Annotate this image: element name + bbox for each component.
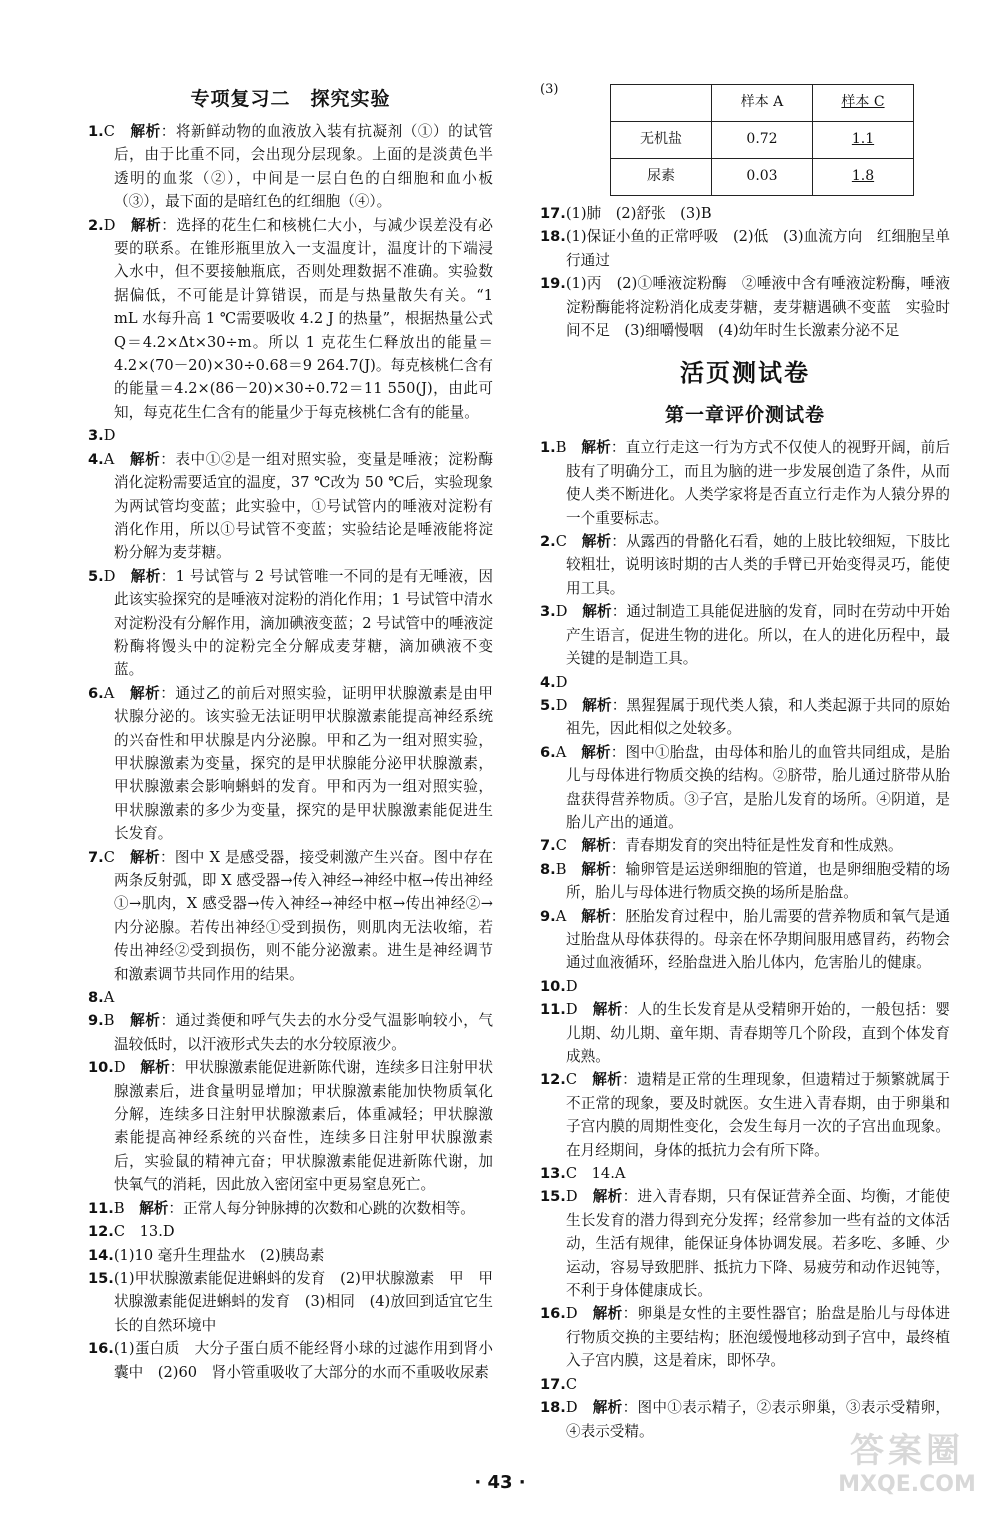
analysis-label: 解析 [130,1012,161,1030]
table-block [540,84,950,196]
answer-text: ：人的生长发育是从受精卵开始的，一般包括：婴儿期、幼儿期、童年期、青春期等几个阶段，直到个体发育成熟。 [566,1001,950,1065]
analysis-label: 解析 [129,450,161,468]
table-row [611,159,914,196]
answer-item [540,600,950,670]
table-cell: 尿素 [611,159,712,196]
answer-number: 7. [88,848,104,866]
answer-item [88,1220,493,1243]
analysis-label: 解析 [139,1199,169,1217]
answer-number: 15. [88,1269,114,1287]
answer-text: ：甲状腺激素能促进新陈代谢，连续多日注射甲状腺激素后，进食量明显增加；甲状腺激素能加快物质氧化分解，连续多日注射甲状腺激素后，体重减轻；甲状腺激素能提高神经系统的兴奋性，连续多日注射甲状腺激素后，实验鼠的精神亢奋；甲状腺激素能促进新陈代谢，加快氧气的消耗，因此放入密闭室中更易窒息死亡。 [114,1059,493,1194]
table-row [611,122,914,159]
answer-choice: D [555,673,568,691]
answer-number: 5. [540,696,556,714]
answer-text: ：遗精是正常的生理现象，但遗精过于频繁就属于不正常的现象，要及时就医。女生进入青春期，由于卵巢和子宫内膜的周期性变化，会发生每月一次的子宫出血现象。在月经期间，身体的抵抗力会有所下降。 [566,1071,950,1159]
answer-item [88,1337,493,1384]
answer-choice: A [103,450,115,468]
answer-item [540,530,950,600]
answer-number: 12. [88,1223,114,1241]
analysis-label: 解析 [581,439,611,457]
answer-text: ：1 号试管与 2 号试管唯一不同的是有无唾液，因此该实验探究的是唾液对淀粉的消化作用；1 号试管中清水对淀粉没有分解作用，滴加碘液变蓝；2 号试管中的唾液淀粉酶将馒头中的淀粉完全分解成麦芽糖，滴加碘液不变蓝。 [114,567,493,679]
answer-text: (1)甲状腺激素能促进蝌蚪的发育 (2)甲状腺激素 甲 甲状腺激素能促进蝌蚪的发育 (3)相同 (4)放回到适宜它生长的自然环境中 [113,1269,493,1334]
analysis-label: 解析 [131,216,162,234]
answer-number: 6. [540,743,556,761]
answer-choice: D [555,696,568,714]
answer-item [540,225,950,272]
answer-number: 16. [540,1305,566,1323]
answer-number: 7. [540,837,556,855]
answer-text: (1)蛋白质 大分子蛋白质不能经肾小球的过滤作用到肾小囊中 (2)60 肾小管重吸收了大部分的水而不重吸收尿素 [113,1340,493,1381]
analysis-label: 解析 [130,848,160,866]
analysis-label: 解析 [592,1399,623,1417]
table-cell: 1.8 [813,159,914,196]
table-row [611,85,914,122]
left-column [88,84,493,1384]
answer-number: 10. [88,1059,114,1077]
answer-item [88,1197,493,1220]
answer-choice: C [103,848,115,866]
answer-item [540,671,950,694]
answer-text: ：表中①②是一组对照实验，变量是唾液；淀粉酶消化淀粉需要适宜的温度，37 ℃改为 50 ℃后，实验现象为两试管均变蓝；此实验中，①号试管内的唾液对淀粉有消化作用，所以①号试管不变蓝；实验结论是唾液能将淀粉分解为麦芽糖。 [114,450,493,562]
sample-table [610,84,914,196]
answer-item [88,986,493,1009]
chapter-title: 第一章评价测试卷 [664,404,825,427]
analysis-label: 解析 [581,837,611,855]
answer-choice: A [103,684,115,702]
answer-item [88,120,493,214]
answer-choice: D [113,1059,126,1077]
answer-choice: D [565,1001,578,1019]
analysis-label: 解析 [581,907,611,925]
answer-item [88,1009,493,1056]
answer-choice: B [103,1012,115,1030]
answer-choice: C [555,837,567,855]
answer-item [88,1267,493,1337]
analysis-label: 解析 [129,684,161,702]
answer-number: 1. [540,439,556,457]
answer-item [540,834,950,857]
table-header: 样本 A [712,85,813,122]
answer-choice: D [103,427,116,445]
answer-item [88,214,493,425]
analysis-label: 解析 [140,1059,170,1077]
answer-choice: D [555,603,568,621]
answer-number: 5. [88,567,104,585]
left-answer-list [88,120,493,1384]
answer-item [88,565,493,682]
analysis-label: 解析 [581,743,611,761]
analysis-label: 解析 [130,567,161,585]
answer-choice: D [565,1188,578,1206]
answer-number: 17. [540,205,566,222]
answer-text: ：直立行走这一行为方式不仅使人的视野开阔，前后肢有了明确分工，而且为脑的进一步发展创造了条件，从而使人类不断进化。人类学家将是否直立行走作为人猿分界的一个重要标志。 [566,439,950,527]
answer-text: ：正常人每分钟脉搏的次数和心跳的次数相等。 [168,1199,475,1217]
answer-choice: C 13.D [113,1223,175,1241]
answer-item [540,1185,950,1302]
answer-item [540,1302,950,1372]
answer-choice: C [103,123,115,140]
answer-number: 2. [540,533,556,551]
analysis-label: 解析 [592,1071,623,1089]
answer-text: ：黑猩猩属于现代类人猿，和人类起源于共同的原始祖先，因此相似之处较多。 [566,696,950,738]
answer-item [540,1162,950,1185]
page-number: · 43 · [474,1472,526,1493]
answer-item [88,1244,493,1267]
answer-text: ：图中①胎盘，由母体和胎儿的血管共同组成，是胎儿与母体进行物质交换的结构。②脐带，胎儿通过脐带从胎盘获得营养物质。③子宫，是胎儿发育的场所。④阴道，是胎儿产出的通道。 [566,743,950,831]
answer-number: 11. [540,1001,566,1019]
right-answer-list [540,202,950,342]
answer-text: ：进入青春期，只有保证营养全面、均衡，才能使生长发育的潜力得到充分发挥；经常参加一些有益的文体活动，生活有规律，能保证身体协调发展。若多吃、多睡、少运动，容易导致肥胖、抵抗力下降、易疲劳和动作迟钝等，不利于身体健康成长。 [566,1188,950,1300]
answer-text: ：青春期发育的突出特征是性发育和性成熟。 [610,837,903,855]
answer-text: ：卵巢是女性的主要性器官；胎盘是胎儿与母体进行物质交换的主要结构；胚泡缓慢地移动到子宫中，最终植入子宫内膜，这是着床，即怀孕。 [566,1305,950,1370]
answer-choice: D [103,216,116,234]
answer-choice: B [555,439,567,457]
answer-number: 9. [88,1012,104,1030]
answer-item [540,858,950,905]
answer-number: 14. [88,1246,114,1264]
answer-number: 13. [540,1165,566,1183]
answer-item [540,436,950,530]
answer-text: (1)肺 (2)舒张 (3)B [565,205,712,222]
answer-text: ：从露西的骨骼化石看，她的上肢比较细短，下肢比较粗壮，说明该时期的古人类的手臂已开始变得灵巧，能使用工具。 [566,533,950,597]
analysis-label: 解析 [581,533,612,551]
analysis-label: 解析 [592,1188,623,1206]
answer-choice: B [113,1199,125,1217]
answer-text: (1)保证小鱼的正常呼吸 (2)低 (3)血流方向 红细胞呈单行通过 [565,228,950,269]
answer-choice: B [555,860,567,878]
table-header [611,85,712,122]
answer-choice: D [103,567,116,585]
table-number: (3) [540,82,559,97]
answer-item [540,905,950,975]
chapter-answer-list [540,436,950,1442]
answer-number: 18. [540,1399,566,1417]
answer-item [88,846,493,986]
answer-number: 2. [88,216,104,234]
answer-number: 12. [540,1071,566,1089]
answer-choice: C [565,1071,578,1089]
answer-item [88,448,493,565]
test-paper-title: 活页测试卷 [680,359,810,388]
watermark-text: 答案圈 [850,1431,964,1471]
answer-choice: A [103,989,115,1007]
answer-choice: D [565,977,578,995]
answer-text: (1)丙 (2)①唾液淀粉酶 ②唾液中含有唾液淀粉酶，唾液淀粉酶能将淀粉消化成麦芽糖，麦芽糖遇碘不变蓝 实验时间不足 (3)细嚼慢咽 (4)幼年时生长激素分泌不足 [565,275,950,340]
answer-item [540,1068,950,1162]
answer-item [540,1373,950,1396]
analysis-label: 解析 [582,603,612,621]
answer-text: ：选择的花生仁和核桃仁大小，与减少误差没有必要的联系。在锥形瓶里放入一支温度计，温度计的下端浸入水中，但不要接触瓶底，否则处理数据不准确。实验数据偏低，不可能是计算错误，而是与热量散失有关。“1 mL 水每升高 1 ℃需要吸收 4.2 J 的热量”，根据热量公式 Q＝4.2×Δt×30÷m。所以 1 克花生仁释放出的能量＝4.2×(70－20)×30÷0.68＝9 264.7(J)。每克核桃仁含有的能量＝4.2×(86－20)×30÷0.72＝11 550(J)，由此可知，每克花生仁含有的能量少于每克核桃仁含有的能量。 [114,216,493,421]
answer-text: ：通过乙的前后对照实验，证明甲状腺激素是由甲状腺分泌的。该实验无法证明甲状腺激素能提高神经系统的兴奋性和甲状腺是内分泌腺。甲和乙为一组对照实验，甲状腺激素为变量，探究的是甲状腺能分泌甲状腺激素，甲状腺激素会影响蝌蚪的发育。甲和丙为一组对照实验，甲状腺激素的多少为变量，探究的是甲状腺激素能促进生长发育。 [114,684,493,843]
table-cell: 无机盐 [611,122,712,159]
answer-number: 8. [540,860,556,878]
answer-number: 1. [88,123,104,140]
answer-item [540,202,950,225]
answer-text: ：胚胎发育过程中，胎儿需要的营养物质和氧气是通过胎盘从母体获得的。母亲在怀孕期间服用感冒药，药物会通过血液循环，经胎盘进入胎儿体内，危害胎儿的健康。 [566,907,950,972]
answer-choice: C [565,1375,578,1393]
analysis-label: 解析 [582,696,612,714]
answer-number: 3. [540,603,556,621]
analysis-label: 解析 [592,1305,623,1323]
answer-number: 9. [540,907,556,925]
answer-number: 18. [540,228,566,246]
answer-item [88,1056,493,1196]
answer-choice: D [565,1305,578,1323]
answer-number: 10. [540,977,566,995]
watermark-logo [832,1423,982,1513]
answer-item [88,682,493,846]
answer-number: 3. [88,427,104,445]
answer-number: 16. [88,1340,114,1358]
answer-choice: D [565,1399,578,1417]
analysis-label: 解析 [592,1001,623,1019]
answer-text: (1)10 毫升生理盐水 (2)胰岛素 [113,1246,325,1264]
answer-text: ：将新鲜动物的血液放入装有抗凝剂（①）的试管后，由于比重不同，会出现分层现象。上面的是淡黄色半透明的血浆（②），中间是一层白色的白细胞和血小板（③），最下面的是暗红色的红细胞（④）。 [114,123,493,211]
table-cell: 0.72 [712,122,813,159]
right-column [540,84,950,1443]
answer-number: 4. [88,450,104,468]
watermark-url: MXQE.COM [838,1472,976,1497]
answer-text: ：输卵管是运送卵细胞的管道，也是卵细胞受精的场所，胎儿与母体进行物质交换的场所是胎盘。 [566,860,950,902]
answer-text: ：通过制造工具能促进脑的发育，同时在劳动中开始产生语言，促进生物的进化。所以，在人的进化历程中，最关键的是制造工具。 [566,603,950,668]
answer-choice: A [555,743,567,761]
table-cell: 1.1 [813,122,914,159]
answer-choice: A [555,907,567,925]
analysis-label: 解析 [130,123,161,140]
answer-number: 15. [540,1188,566,1206]
answer-item [540,998,950,1068]
answer-item [540,694,950,741]
table-header: 样本 C [813,85,914,122]
answer-item [540,272,950,342]
answer-number: 6. [88,684,104,702]
answer-number: 4. [540,673,556,691]
answer-number: 17. [540,1375,566,1393]
analysis-label: 解析 [581,860,611,878]
answer-number: 8. [88,989,104,1007]
answer-choice: C 14.A [565,1165,626,1183]
answer-text: ：图中 X 是感受器，接受刺激产生兴奋。图中存在两条反射弧，即 X 感受器→传入神经→神经中枢→传出神经①→肌肉，X 感受器→传入神经→神经中枢→传出神经②→内分泌腺。若传出神经①受到损伤，则肌肉无法收缩，若传出神经②受到损伤，则不能分泌激素。进生是神经调节和激素调节共同作用的结果。 [114,848,493,983]
answer-text: ：图中①表示精子，②表示卵巢，③表示受精卵，④表示受精。 [566,1399,950,1440]
answer-item [540,741,950,835]
answer-item [88,424,493,447]
answer-choice: C [555,533,567,551]
answer-text: ：通过粪便和呼气失去的水分受气温影响较小，气温较低时，以汗液形式失去的水分较原液少。 [114,1012,493,1053]
answer-number: 19. [540,275,566,293]
answer-number: 11. [88,1199,114,1217]
section-title: 专项复习二 探究实验 [190,88,391,110]
answer-item [540,975,950,998]
table-cell: 0.03 [712,159,813,196]
